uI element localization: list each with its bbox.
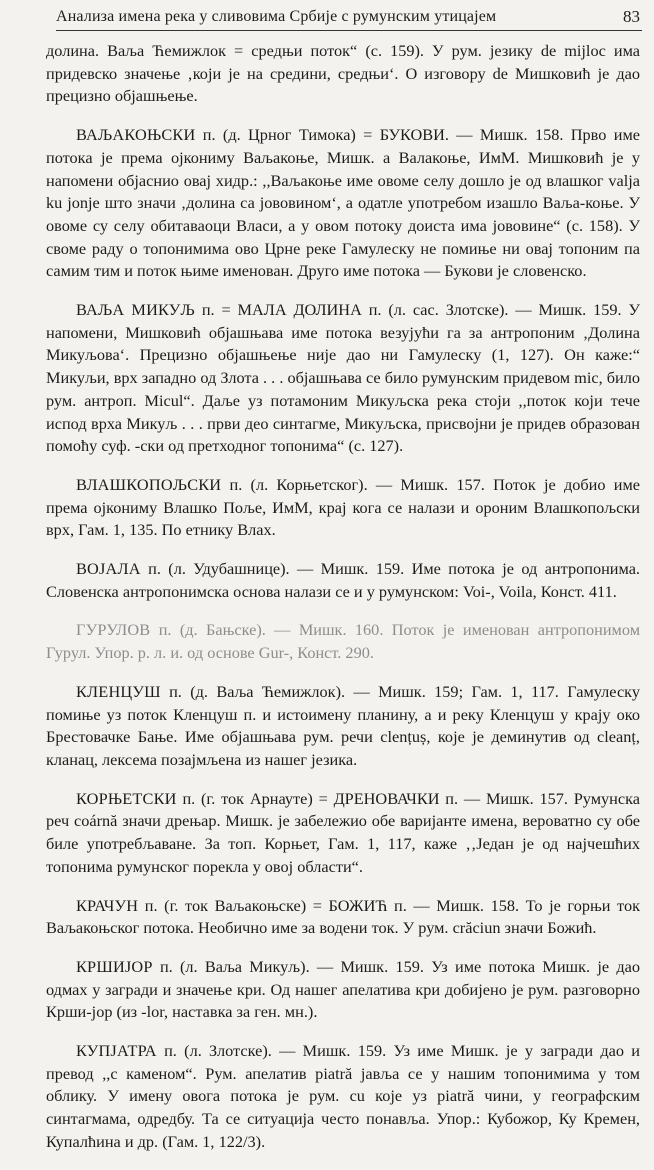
entry-vojala [46, 558, 640, 603]
entry-headword: КЛЕНЦУШ [76, 681, 161, 701]
entry-valjakonjski [46, 124, 640, 283]
entry-headword: ВОЈАЛА [76, 559, 141, 579]
entry-kupjatra [46, 1040, 640, 1154]
entry-headword: КУПЈАТРА [76, 1041, 157, 1061]
entry-headword: КОРЊЕТСКИ [76, 788, 177, 808]
page-number: 83 [623, 7, 640, 26]
entry-krsijor [46, 956, 640, 1024]
entry-headword: ГУРУЛОВ [76, 620, 151, 640]
entry-headword: ВАЉА МИКУЉ [76, 300, 195, 320]
entry-valja-mikulj [46, 299, 640, 458]
entry-headword: КРШИЈОР [76, 956, 153, 976]
article-body [46, 40, 640, 1170]
entry-text: п. (л. Удубашнице). — Мишк. 159. Име потока је од антропонима. Словенска антропонимска основа налази се и у румунском: Voi-, Voila, Конст. 411. [46, 559, 640, 601]
entry-klencus [46, 681, 640, 772]
entry-gurulov [46, 619, 640, 664]
entry-text: п. (г. ток Ваљакоњске) = БОЖИЋ п. — Мишк. 158. То је горњи ток Ваљакоњског потока. Необично име за водени ток. У рум. crăciun значи Божић. [46, 895, 640, 938]
entry-text: п. (л. Корњетског). — Мишк. 157. Поток је добио име према ојкониму Влашко Поље, ИмМ, крај кога се налази и ороним Влашкопољски врх, Гам. 1, 135. По етнику Влах. [46, 474, 641, 540]
entry-headword: ВАЉАКОЊСКИ [76, 125, 196, 145]
entry-kracun [46, 895, 640, 940]
entry-text: п. (д. Бањске). — Мишк. 160. Поток је именован антропонимом Гурул. Упор. р. л. и. од основе Gur-, Конст. 290. [46, 620, 640, 663]
entry-text: долина. Ваља Ћемижлок = средњи поток“ (с. 159). У рум. језику de mijloc има придевско значење ‚који је на средини, средњи‘. О изговору de Мишковић је дао прецизно објашњење. [46, 41, 640, 106]
running-header [56, 4, 642, 31]
entry-text: п. (д. Ваља Ћемижлок). — Мишк. 159; Гам. 1, 117. Гамулеску помиње уз поток Кленцуш п. и истоимену планину, а и реку Кленцуш у крају око Брестовачке Бање. Име објашњава рум. речи clențuș, које је деминутив од cleanț, кланац, лексема позајмљена из нашег језика. [46, 681, 640, 769]
running-title: Анализа имена река у сливовима Србије с румунским утицајем [56, 8, 497, 25]
entry-text: п. (л. Ваља Микуљ). — Мишк. 159. Уз име потока Мишк. је дао одмах у загради и значење кри. Од нашег апелатива кри добијено је рум. разговорно Крши-јор (из -lor, наставка за ген. мн.). [46, 956, 640, 1022]
entry-text: п. = МАЛА ДОЛИНА п. (л. сас. Злотске). — Мишк. 159. У напомени, Мишковић објашњава име потока везујући га за антропоним ‚Долина Микуљова‘. Прецизно објашњење није дао ни Гамулеску (1, 127). Он каже:“ Микуљи, врх западно од Злота . . . објашњава се било румунским придевом mic, било рум. антроп. Micul“. Даље уз потамоним Микуљска река стоји ,,поток који тече испод врха Микуљ . . . први део синтагме, Микуљска, присвојни је придев образован помоћу суф. -ски од претходног топонима“ (с. 127). [46, 300, 640, 456]
entry-text: п. (л. Злотске). — Мишк. 159. Уз име Мишк. је у загради дао и превод ,,с каменом“. Рум. апелатив piatră јавља се у нашим топонимима у том облику. У имену овога потока је рум. cu које уз piatră чини, у географским синтагмама, одредбу. Та се ситуација често понавља. Упор.: Кубожор, Ку Кремен, Купалћина и др. (Гам. 1, 122/3). [46, 1041, 640, 1151]
entry-vlaskopoljski [46, 474, 640, 542]
entry-text: п. (г. ток Арнауте) = ДРЕНОВАЧКИ п. — Мишк. 157. Румунска реч coárnă значи дрењар. Мишк. је забележио обе варијанте имена, вероватно су обе биле употребљаване. За топ. Корњет, Гам. 1, 117, каже ‚‚Један је од најчешћих топонима румунског порекла у овој области“. [46, 788, 640, 876]
entry-headword: ВЛАШКОПОЉСКИ [76, 474, 222, 494]
entry-kornjetski [46, 788, 640, 879]
entry-headword: КРАЧУН [76, 895, 139, 915]
entry-text: п. (д. Црног Тимока) = БУКОВИ. — Мишк. 158. Прво име потока је према ојкониму Ваљакоње, Мишк. а Валакоње, ИмМ. Мишковић је у напомени објаснио овај хидр.: ,,Ваљакоње име овоме селу дошло је од влашког valja ku jonje што значи ‚долина са јововином‘, а одатле употребом изашло Ваља-коње. У овоме су селу обитаваоци Власи, а у овом потоку доиста има јововине“ (с. 158). У своме раду о топонимима ово Црне реке Гамулеску не помиње ни овај топоним па самим тим и поток њиме именован. Друго име потока — Букови је словенско. [46, 125, 640, 281]
paragraph-continued [46, 40, 640, 108]
